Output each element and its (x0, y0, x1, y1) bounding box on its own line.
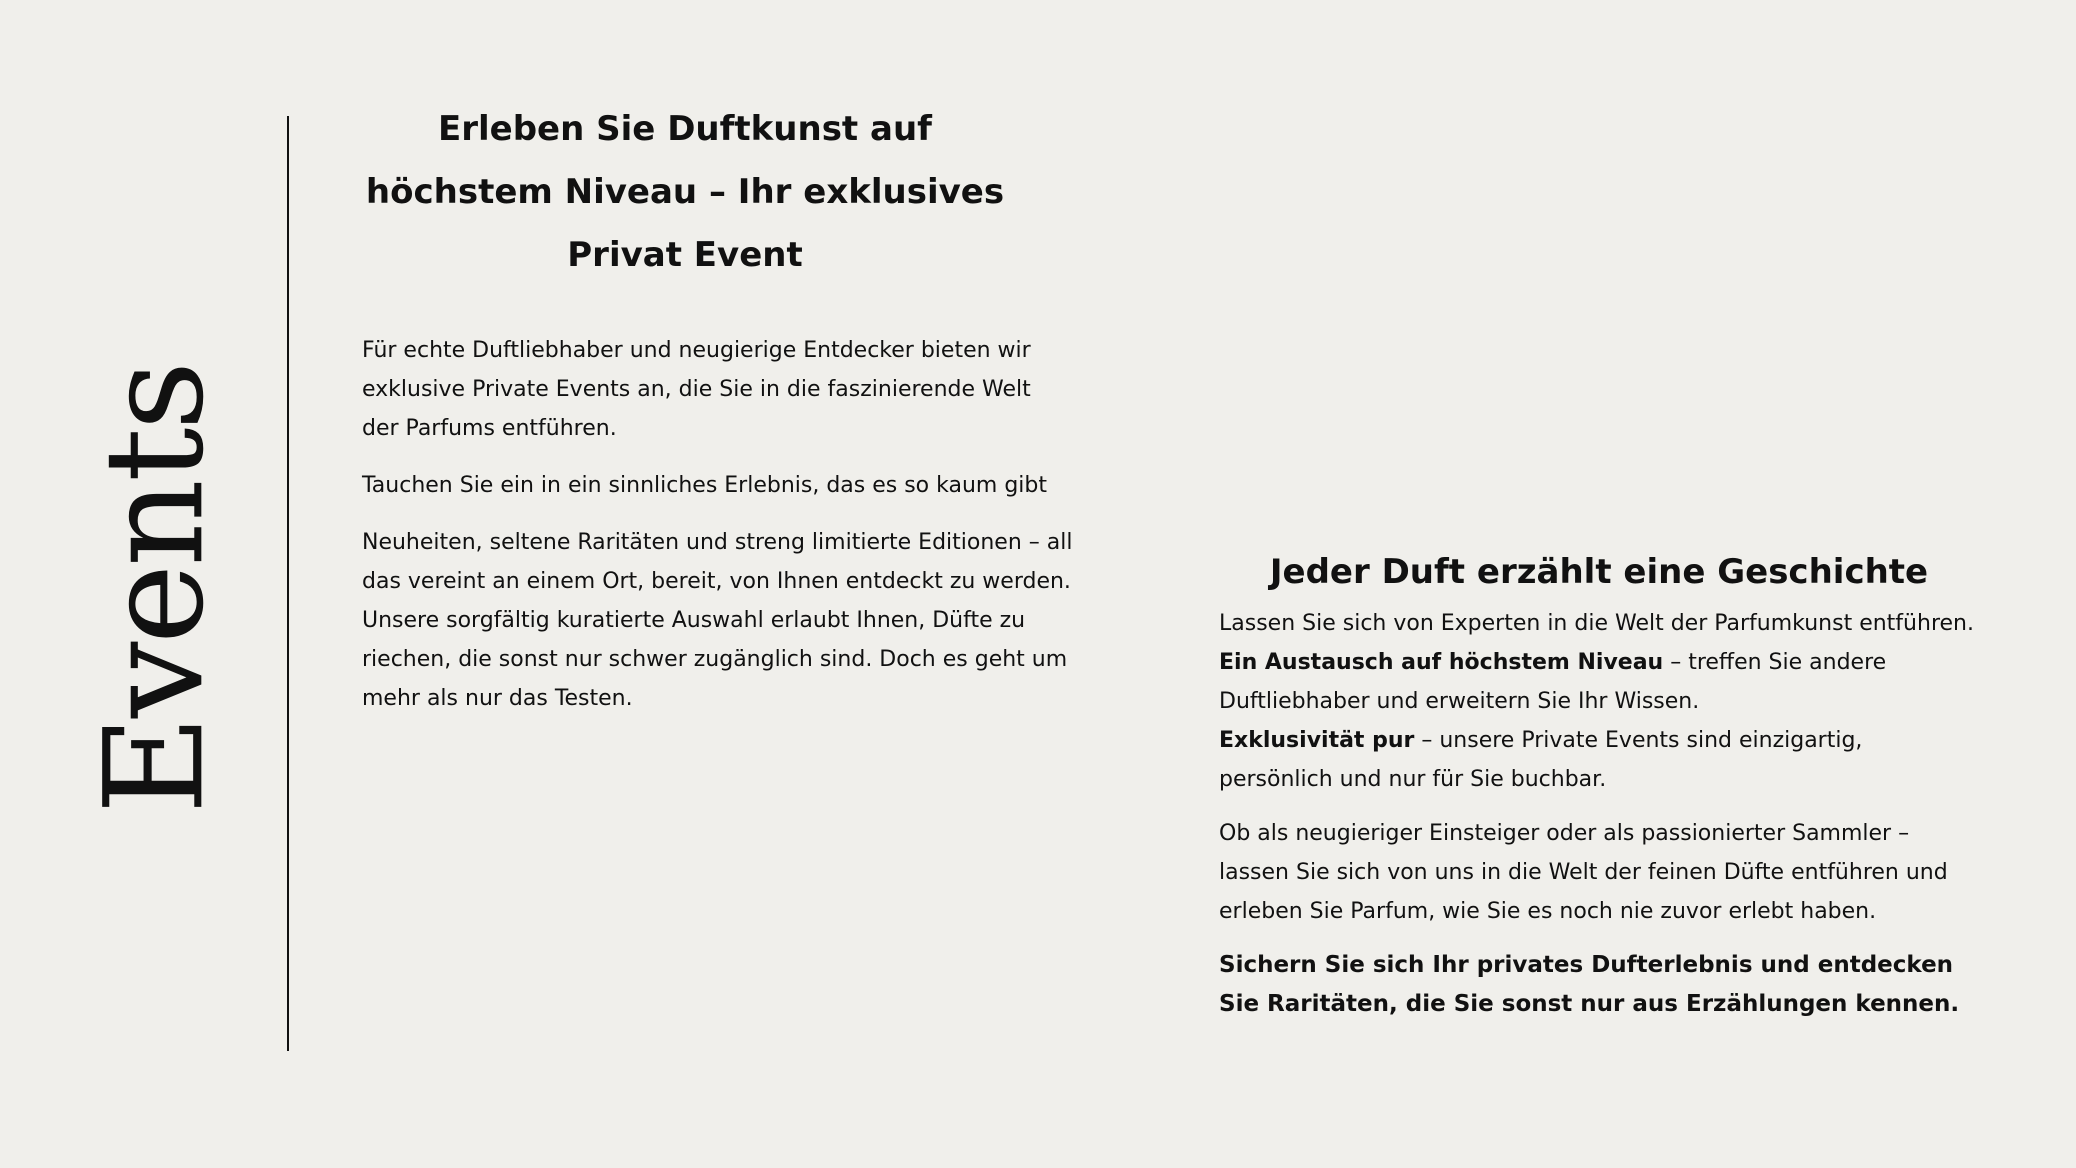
spacer (1219, 931, 1979, 946)
exchange-point-text: – treffen Sie andere Duftliebhaber und erweitern Sie Ihr Wissen. (1219, 650, 1887, 714)
story-heading: Jeder Duft erzählt eine Geschichte (1269, 552, 1929, 592)
left-column (362, 98, 1074, 736)
exchange-point-title: Ein Austausch auf höchstem Niveau (1219, 650, 1664, 675)
spacer (1219, 799, 1979, 814)
exclusivity-point-title: Exklusivität pur (1219, 728, 1415, 753)
side-title-text: Events (76, 363, 235, 815)
vertical-divider (287, 116, 289, 1051)
right-column (1219, 548, 1979, 1024)
exclusivity-point-text: – unsere Private Events sind einzigartig, persönlich und nur für Sie buchbar. (1219, 728, 1863, 792)
main-heading: Erleben Sie Duftkunst auf höchstem Niveau – Ihr exklusives Privat Event (365, 109, 1005, 275)
exclusivity-point (1219, 721, 1979, 799)
rarities-paragraph: Neuheiten, seltene Raritäten und streng limitierte Editionen – all das vereint an einem Ort, bereit, von Ihnen entdeckt zu werden. Unsere sorgfältig kuratierte Auswahl erlaubt Ihnen, Düfte zu riechen, die sonst nur schwer zugänglich sind. Doch es geht um mehr als nur das Testen. (362, 530, 1073, 711)
expert-intro-text: Lassen Sie sich von Experten in die Welt der Parfumkunst entführen. (1219, 611, 1974, 636)
intro-text-block (362, 331, 1074, 718)
intro-paragraph: Für echte Duftliebhaber und neugierige Entdecker bieten wir exklusive Private Events an, die Sie in die faszinierende Welt der Parfums entführen. (362, 338, 1031, 441)
experience-paragraph: Tauchen Sie ein in ein sinnliches Erlebnis, das es so kaum gibt (362, 473, 1048, 498)
exchange-point (1219, 643, 1979, 721)
collector-paragraph: Ob als neugieriger Einsteiger oder als passionierter Sammler – lassen Sie sich von uns in die Welt der feinen Düfte entführen und erleben Sie Parfum, wie Sie es noch nie zuvor erlebt haben. (1219, 821, 1948, 924)
page-side-title (76, 363, 235, 815)
call-to-action: Sichern Sie sich Ihr privates Dufterlebnis und entdecken Sie Raritäten, die Sie sonst nur aus Erzählungen kennen. (1219, 952, 1960, 1017)
